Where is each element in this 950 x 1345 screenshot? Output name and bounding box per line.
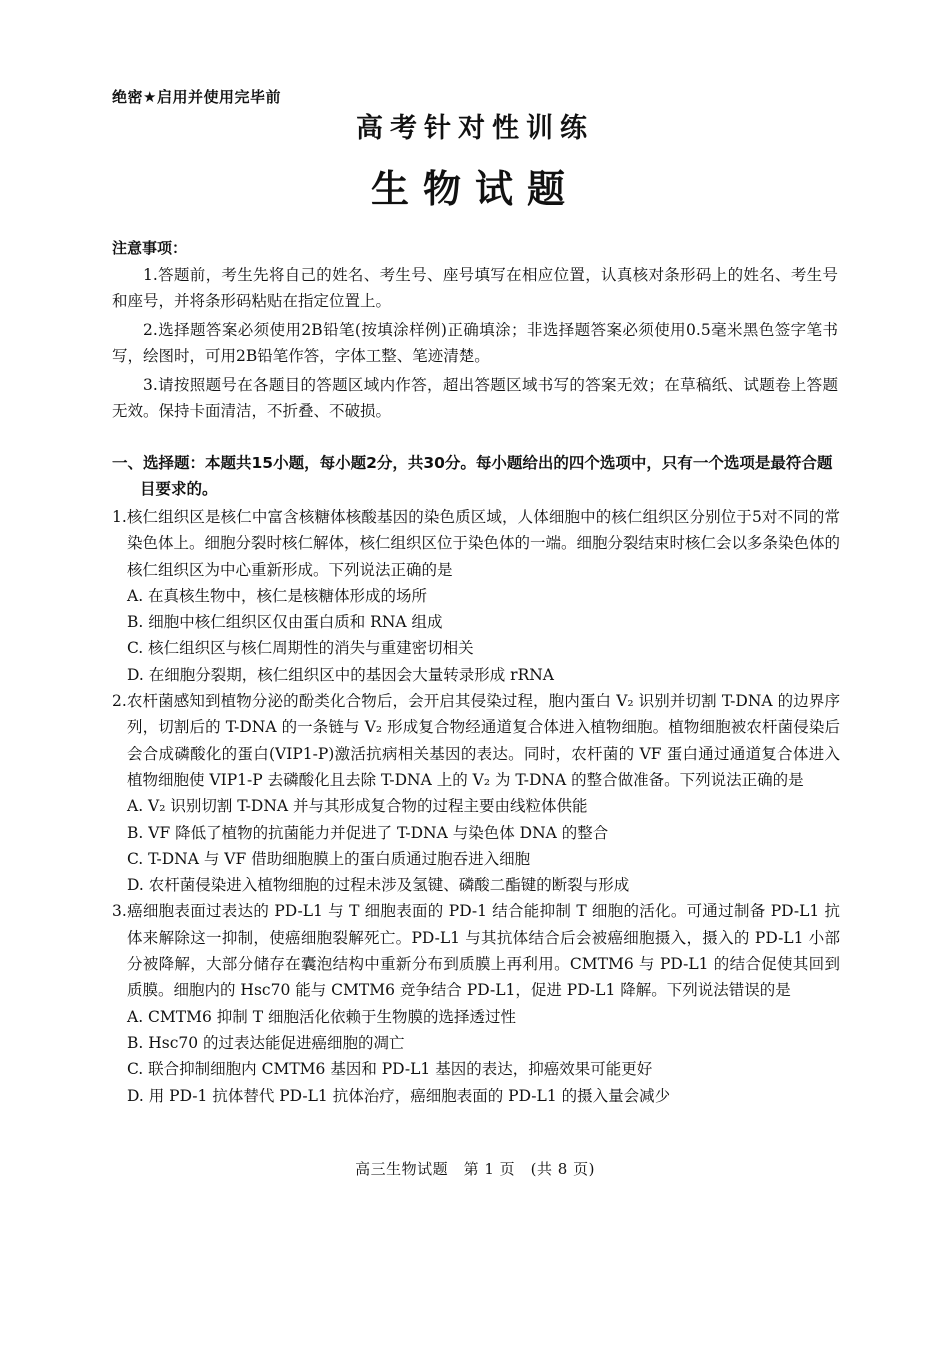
question-option-d: D. 在细胞分裂期，核仁组织区中的基因会大量转录形成 rRNA: [127, 665, 554, 684]
question-1: [112, 504, 840, 688]
notice-list: [112, 262, 838, 427]
question-option-a: A. 在真核生物中，核仁是核糖体形成的场所: [127, 586, 428, 605]
question-option-c: C. 核仁组织区与核仁周期性的消失与重建密切相关: [127, 639, 474, 658]
question-option-c: C. 联合抑制细胞内 CMTM6 基因和 PD-L1 基因的表达，抑癌效果可能更好: [127, 1060, 653, 1079]
question-stem: 1.核仁组织区是核仁中富含核糖体核酸基因的染色质区域，人体细胞中的核仁组织区分别位于5对不同的常染色体上。细胞分裂时核仁解体，核仁组织区位于染色体的一端。细胞分裂结束时核仁会以多条染色体的核仁组织区为中心重新形成。下列说法正确的是: [112, 508, 841, 579]
question-option-b: B. 细胞中核仁组织区仅由蛋白质和 RNA 组成: [127, 613, 443, 632]
question-option-b: B. VF 降低了植物的抗菌能力并促进了 T-DNA 与染色体 DNA 的整合: [127, 823, 609, 842]
notice-heading: 注意事项：: [112, 239, 188, 257]
question-stem: 2.农杆菌感知到植物分泌的酚类化合物后，会开启其侵染过程，胞内蛋白 V₂ 识别并切割 T-DNA 的边界序列，切割后的 T-DNA 的一条链与 V₂ 形成复合物经通道复合体进入植物细胞。植物细胞被农杆菌侵染后会合成磷酸化的蛋白(VIP1-P)激活抗病相关基因的表达。同时，农杆菌的 VF 蛋白通过通道复合体进入植物细胞使 VIP1-P 去磷酸化且去除 T-DNA 上的 V₂ 为 T-DNA 的整合做准备。下列说法正确的是: [112, 692, 840, 789]
question-2: [112, 688, 840, 898]
question-option-a: A. CMTM6 抑制 T 细胞活化依赖于生物膜的选择透过性: [127, 1007, 516, 1026]
question-option-d: D. 农杆菌侵染进入植物细胞的过程未涉及氢键、磷酸二酯键的断裂与形成: [127, 876, 630, 895]
page-footer: 高三生物试题 第 1 页 (共 8 页): [355, 1160, 595, 1178]
question-option-a: A. V₂ 识别切割 T-DNA 并与其形成复合物的过程主要由线粒体供能: [127, 797, 588, 816]
exam-title: 高考针对性训练: [356, 113, 594, 144]
question-list: [112, 504, 840, 1109]
question-option-b: B. Hsc70 的过表达能促进癌细胞的凋亡: [127, 1033, 405, 1052]
question-option-c: C. T-DNA 与 VF 借助细胞膜上的蛋白质通过胞吞进入细胞: [127, 849, 531, 868]
question-stem: 3.癌细胞表面过表达的 PD-L1 与 T 细胞表面的 PD-1 结合能抑制 T 细胞的活化。可通过制备 PD-L1 抗体来解除这一抑制，使癌细胞裂解死亡。PD-L1 与其抗体结合后会被癌细胞摄入，摄入的 PD-L1 小部分被降解，大部分储存在囊泡结构中重新分布到质膜上再利用。CMTM6 与 PD-L1 的结合促使其回到质膜。细胞内的 Hsc70 能与 CMTM6 竞争结合 PD-L1，促进 PD-L1 降解。下列说法错误的是: [112, 902, 840, 1000]
exam-subject-title: 生物试题: [370, 167, 579, 211]
notice-item: 2.选择题答案必须使用2B铅笔(按填涂样例)正确填涂；非选择题答案必须使用0.5毫米黑色签字笔书写，绘图时，可用2B铅笔作答，字体工整、笔迹清楚。: [112, 321, 838, 365]
notice-item: 3.请按照题号在各题目的答题区域内作答，超出答题区域书写的答案无效；在草稿纸、试题卷上答题无效。保持卡面清洁，不折叠、不破损。: [112, 376, 838, 420]
question-option-d: D. 用 PD-1 抗体替代 PD-L1 抗体治疗，癌细胞表面的 PD-L1 的摄入量会减少: [127, 1086, 671, 1105]
section-heading: 一、选择题：本题共15小题，每小题2分，共30分。每小题给出的四个选项中，只有一个选项是最符合题目要求的。: [112, 454, 833, 498]
question-3: [112, 898, 840, 1108]
notice-item: 1.答题前，考生先将自己的姓名、考生号、座号填写在相应位置，认真核对条形码上的姓名、考生号和座号，并将条形码粘贴在指定位置上。: [112, 266, 838, 310]
confidential-notice: 绝密★启用并使用完毕前: [112, 88, 281, 106]
